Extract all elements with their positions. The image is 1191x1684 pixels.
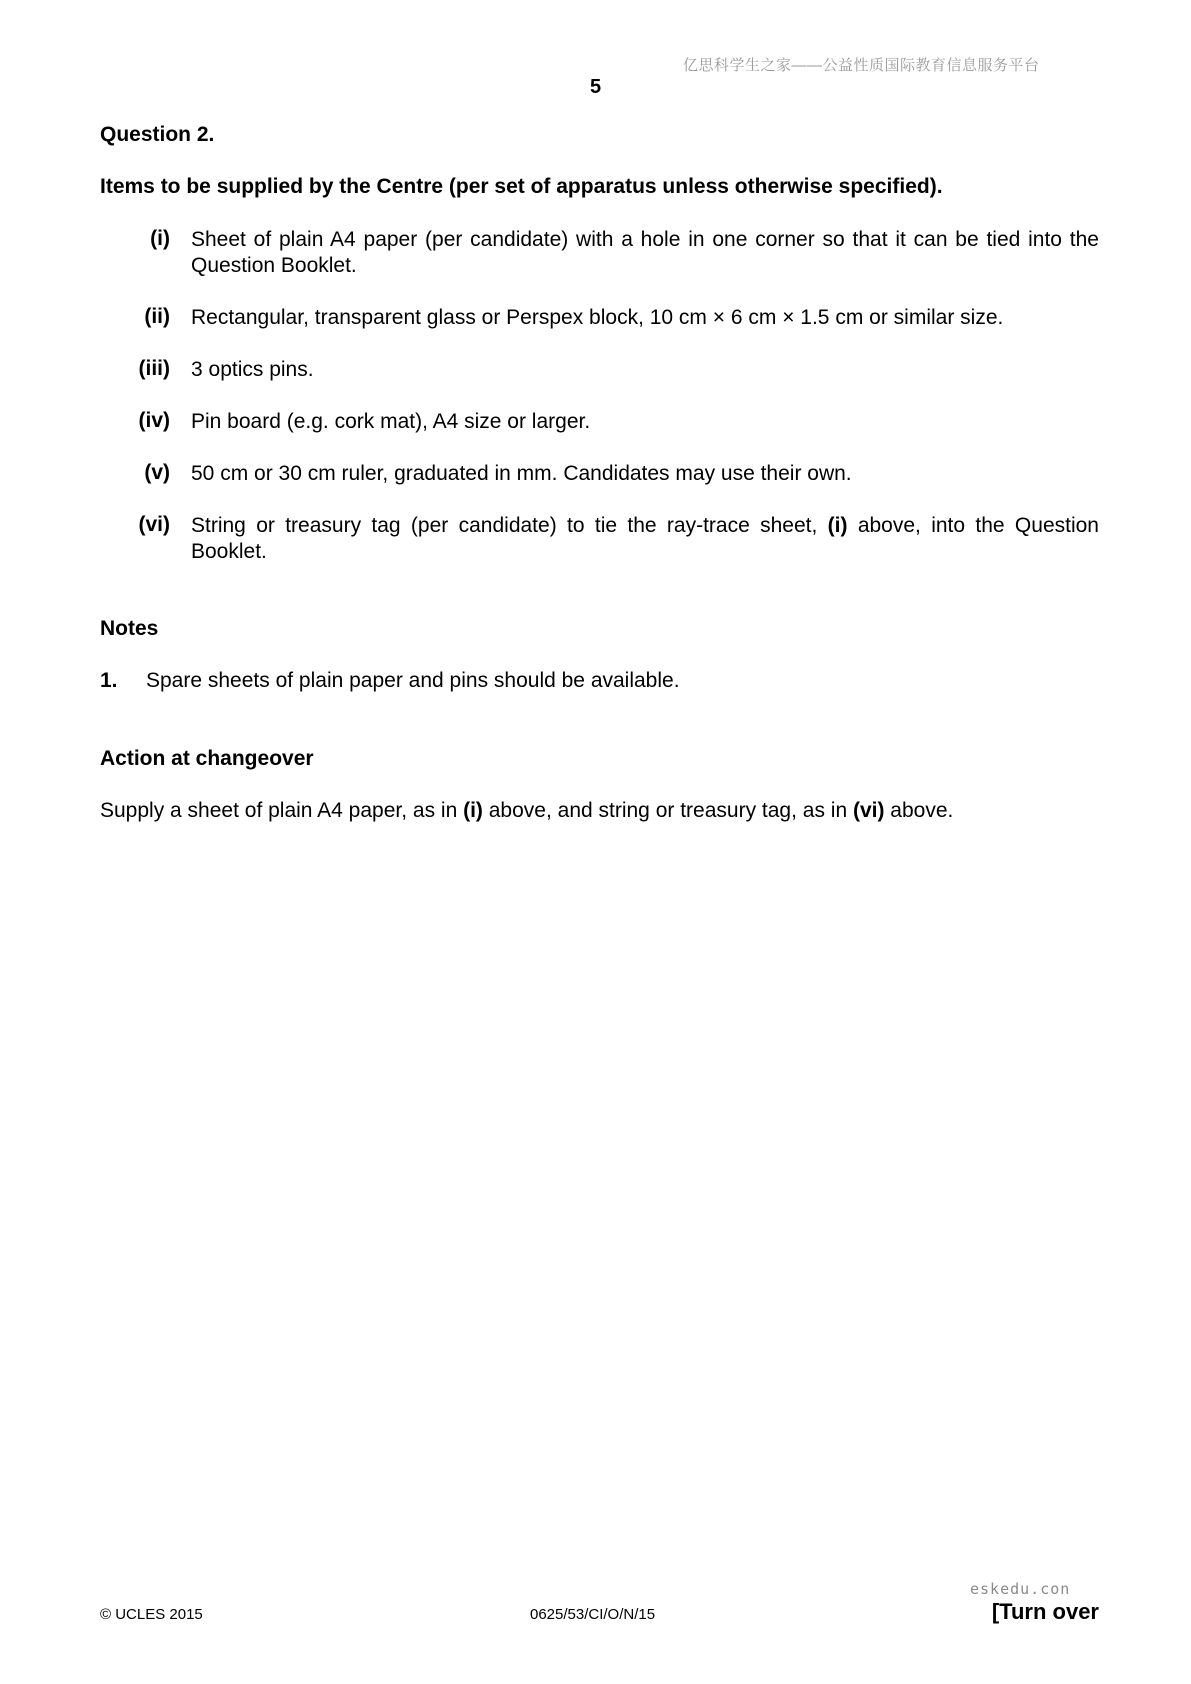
item-text-vi <box>191 513 1099 565</box>
item-label-iii: (iii) <box>138 357 170 380</box>
item-text-vi-part2: above, into the Question Booklet. <box>191 514 1099 563</box>
note-text: Spare sheets of plain paper and pins should be available. <box>146 669 680 692</box>
item-text-ii: Rectangular, transparent glass or Perspex block, 10 cm × 6 cm × 1.5 cm or similar size. <box>191 306 1004 329</box>
action-part2: above, and string or treasury tag, as in <box>482 799 853 822</box>
action-heading: Action at changeover <box>100 747 314 770</box>
footer-copyright: © UCLES 2015 <box>100 1606 203 1623</box>
action-text <box>100 799 953 823</box>
page-number: 5 <box>589 76 602 98</box>
item-label-v: (v) <box>144 461 170 484</box>
question-title: Question 2. <box>100 123 215 146</box>
watermark-top: 亿思科学生之家——公益性质国际教育信息服务平台 <box>683 57 1040 74</box>
notes-heading: Notes <box>100 617 159 640</box>
item-text-vi-part1: String or treasury tag (per candidate) to tie the ray-trace sheet, <box>191 514 828 537</box>
item-text-iv: Pin board (e.g. cork mat), A4 size or larger. <box>191 410 591 433</box>
item-text-iii: 3 optics pins. <box>191 358 314 381</box>
item-label-iv: (iv) <box>138 409 170 432</box>
items-heading: Items to be supplied by the Centre (per set of apparatus unless otherwise specified). <box>100 175 943 198</box>
action-part3: above. <box>884 799 954 822</box>
turn-over: [Turn over <box>991 1599 1099 1624</box>
item-text-i: Sheet of plain A4 paper (per candidate) with a hole in one corner so that it can be tied into the Question Booklet. <box>191 228 1099 277</box>
action-ref2: (vi) <box>852 799 885 822</box>
note-number: 1. <box>100 669 118 692</box>
item-text-vi-ref: (i) <box>827 514 848 537</box>
action-part1: Supply a sheet of plain A4 paper, as in <box>100 799 464 822</box>
item-text-v: 50 cm or 30 cm ruler, graduated in mm. Candidates may use their own. <box>191 462 852 485</box>
item-label-ii: (ii) <box>144 305 170 328</box>
item-label-vi: (vi) <box>138 513 170 536</box>
watermark-bottom: eskedu.con <box>970 1580 1071 1598</box>
action-ref1: (i) <box>463 799 483 822</box>
footer-code: 0625/53/CI/O/N/15 <box>530 1606 656 1623</box>
item-label-i: (i) <box>150 227 170 250</box>
